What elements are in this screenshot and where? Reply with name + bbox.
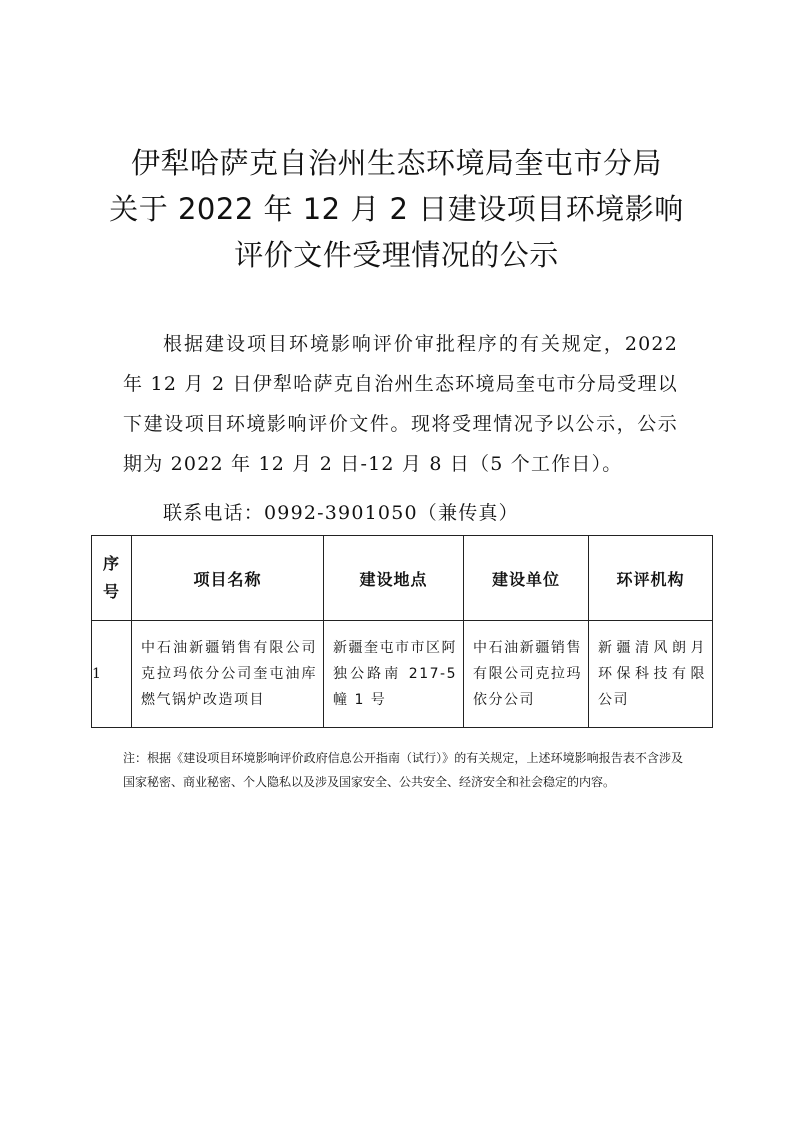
cell-unit-text: 中石油新疆销售有限公司克拉玛依分公司 [473, 640, 582, 708]
cell-agency-text: 新疆清风朗月环保科技有限公司 [598, 640, 706, 708]
cell-project-name [132, 621, 324, 728]
header-seq [92, 536, 132, 621]
table-header-row [92, 536, 713, 621]
title-line-2: 关于 2022 年 12 月 2 日建设项目环境影响 [109, 192, 684, 226]
cell-project-name-text: 中石油新疆销售有限公司克拉玛依分公司奎屯油库燃气锅炉改造项目 [141, 640, 317, 708]
cell-location-text: 新疆奎屯市市区阿独公路南 217-5 幢 1 号 [333, 640, 457, 708]
title-line-1: 伊犁哈萨克自治州生态环境局奎屯市分局 [130, 146, 662, 180]
header-seq-label: 序号 [102, 554, 120, 601]
footnote: 注：根据《建设项目环境影响评价政府信息公开指南（试行）》的有关规定，上述环境影响报告表不含涉及国家秘密、商业秘密、个人隐私以及涉及国家安全、公共安全、经济安全和社会稳定的内容。 [123, 751, 683, 789]
title-line-3: 评价文件受理情况的公示 [234, 238, 559, 272]
project-table [91, 535, 713, 728]
table-row [92, 621, 713, 728]
document-title [0, 140, 793, 278]
intro-paragraph: 根据建设项目环境影响评价审批程序的有关规定，2022 年 12 月 2 日伊犁哈萨克自治州生态环境局奎屯市分局受理以下建设项目环境影响评价文件。现将受理情况予以公示，公示期为 2022 年 12 月 2 日-12 月 8 日（5 个工作日）。 [123, 333, 678, 475]
header-unit: 建设单位 [464, 536, 589, 621]
contact-line: 联系电话：0992-3901050（兼传真） [163, 502, 519, 524]
cell-seq: 1 [92, 621, 132, 728]
cell-agency [589, 621, 713, 728]
cell-unit [464, 621, 589, 728]
header-agency: 环评机构 [589, 536, 713, 621]
header-project-name: 项目名称 [132, 536, 324, 621]
cell-location [324, 621, 464, 728]
header-location: 建设地点 [324, 536, 464, 621]
